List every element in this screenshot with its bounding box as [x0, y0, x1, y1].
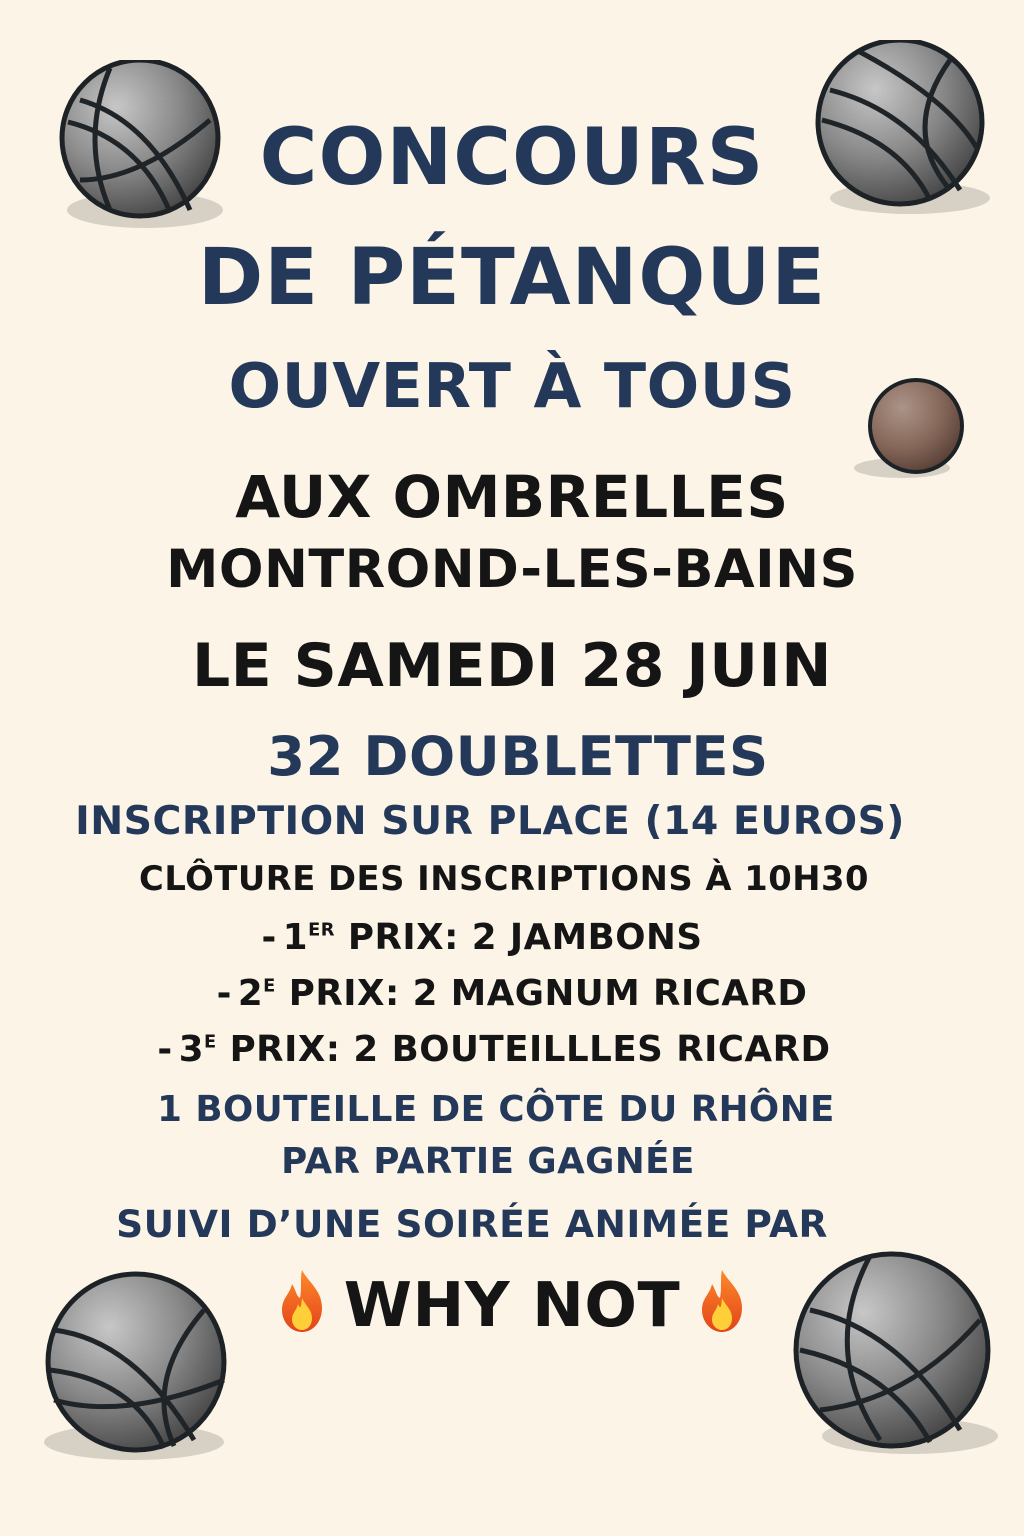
band-name: WHY NOT — [343, 1269, 681, 1341]
prize-2 — [0, 973, 1024, 1014]
prize-rank-suffix: E — [263, 975, 276, 997]
fire-icon — [694, 1268, 750, 1334]
venue-town: MONTROND-LES-BAINS — [166, 539, 858, 600]
prize-rank-suffix: E — [203, 1031, 217, 1053]
venue-name: AUX OMBRELLES — [235, 463, 789, 531]
prize-rank: 2 — [237, 973, 264, 1014]
prize-rank-suffix: ER — [308, 919, 335, 941]
prize-text: PRIX: 2 BOUTEILLLES RICARD — [229, 1029, 831, 1070]
format-doublettes: 32 DOUBLETTES — [267, 725, 769, 788]
registration-closing: CLÔTURE DES INSCRIPTIONS À 10H30 — [139, 859, 869, 898]
registration-fee: INSCRIPTION SUR PLACE (14 EUROS) — [75, 798, 905, 844]
title-line-1: CONCOURS — [259, 111, 765, 203]
prize-dash: - — [261, 917, 277, 958]
evening-intro: SUIVI D’UNE SOIRÉE ANIMÉE PAR — [116, 1202, 828, 1246]
prize-3 — [0, 1029, 1006, 1070]
prize-rank: 1 — [282, 917, 309, 958]
bonus-line-1: 1 BOUTEILLE DE CÔTE DU RHÔNE — [157, 1089, 835, 1130]
fire-icon — [274, 1268, 330, 1334]
prize-rank: 3 — [178, 1029, 204, 1070]
prize-text: PRIX: 2 JAMBONS — [347, 917, 703, 958]
event-date: LE SAMEDI 28 JUIN — [192, 631, 832, 701]
prize-dash: - — [216, 973, 232, 1014]
prize-text: PRIX: 2 MAGNUM RICARD — [288, 973, 808, 1014]
subtitle-open-to-all: OUVERT À TOUS — [228, 350, 796, 422]
prize-dash: - — [157, 1029, 173, 1070]
bonus-line-2: PAR PARTIE GAGNÉE — [281, 1141, 695, 1182]
title-line-2: DE PÉTANQUE — [197, 231, 827, 323]
band-name-row — [0, 1268, 1024, 1341]
prize-1 — [0, 917, 994, 958]
